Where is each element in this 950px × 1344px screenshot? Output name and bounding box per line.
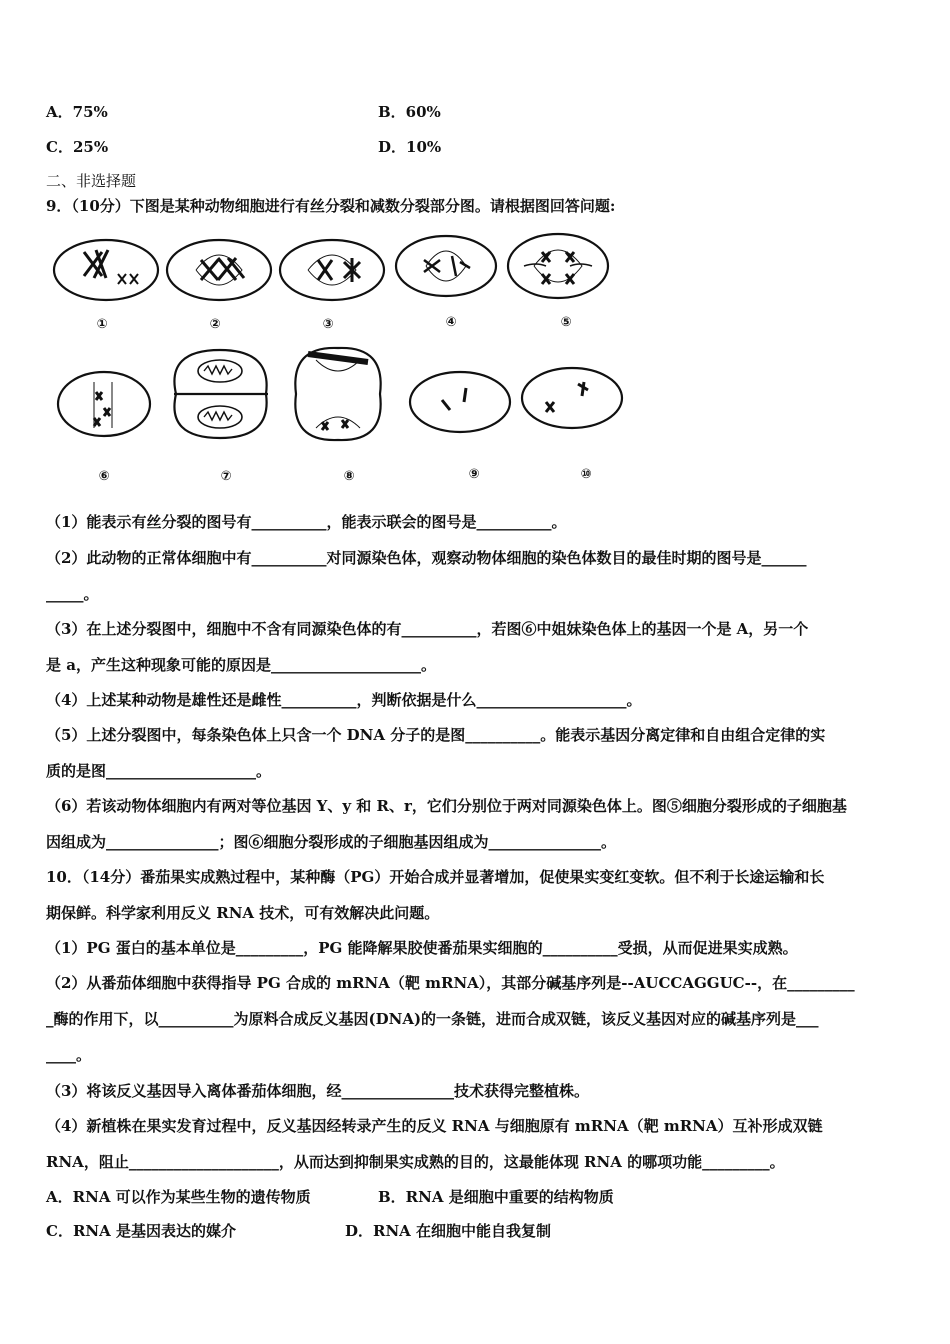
cell-2: [167, 240, 271, 300]
figure-label-10: ⑩: [580, 467, 592, 482]
cell-division-figure: [46, 232, 646, 494]
q9-part-5a: （5）上述分裂图中，每条染色体上只含一个 DNA 分子的是图__________。能表示基因分离定律和自由组合定律的实: [46, 726, 826, 744]
q10-part-3: （3）将该反义基因导入离体番茄体细胞，经_______________技术获得完整植株。: [46, 1082, 589, 1100]
figure-label-7: ⑦: [220, 469, 232, 484]
figure-label-9: ⑨: [468, 467, 480, 482]
q10-option-c: C．RNA 是基因表达的媒介: [46, 1222, 236, 1240]
q9-part-1: （1）能表示有丝分裂的图号有__________，能表示联会的图号是__________。: [46, 513, 567, 531]
figure-label-8: ⑧: [343, 469, 355, 484]
figure-label-3: ③: [322, 317, 334, 332]
section-title: 二、非选择题: [46, 172, 137, 190]
cell-4: [396, 236, 496, 296]
cell-1: [54, 240, 158, 300]
q10-part-4b: RNA，阻止____________________，从而达到抑制果实成熟的目的，这最能体现 RNA 的哪项功能_________。: [46, 1153, 785, 1171]
q10-part-2a: （2）从番茄体细胞中获得指导 PG 合成的 mRNA（靶 mRNA），其部分碱基序列是--AUCCAGGUC--，在_________: [46, 974, 855, 992]
q9-part-5b: 质的是图____________________。: [46, 762, 272, 780]
figure-label-6: ⑥: [98, 469, 110, 484]
q9-part-6b: 因组成为_______________；图⑥细胞分裂形成的子细胞基因组成为_______________。: [46, 833, 617, 851]
q8-option-c: C．25%: [46, 138, 109, 156]
q8-option-d: D．10%: [378, 138, 442, 156]
q10-part-4a: （4）新植株在果实发育过程中，反义基因经转录产生的反义 RNA 与细胞原有 mRNA（靶 mRNA）互补形成双链: [46, 1117, 823, 1135]
q10-stem-a: 10．（14分）番茄果实成熟过程中，某种酶（PG）开始合成并显著增加，促使果实变红变软。但不利于长途运输和长: [46, 868, 825, 886]
q10-option-d: D．RNA 在细胞中能自我复制: [345, 1222, 552, 1240]
q9-part-3b: 是 a，产生这种现象可能的原因是____________________。: [46, 656, 436, 674]
q9-part-2b: _____。: [46, 585, 99, 603]
q10-part-2b: _酶的作用下，以__________为原料合成反义基因(DNA)的一条链，进而合成双链，该反义基因对应的碱基序列是___: [46, 1010, 819, 1028]
q9-part-4: （4）上述某种动物是雄性还是雌性__________，判断依据是什么____________________。: [46, 691, 642, 709]
q9-part-3a: （3）在上述分裂图中，细胞中不含有同源染色体的有__________，若图⑥中姐妹染色体上的基因一个是 A，另一个: [46, 620, 809, 638]
q10-option-b: B．RNA 是细胞中重要的结构物质: [378, 1188, 614, 1206]
q8-option-a: A．75%: [46, 103, 108, 121]
q10-part-1: （1）PG 蛋白的基本单位是_________，PG 能降解果胶使番茄果实细胞的__________受损，从而促进果实成熟。: [46, 939, 798, 957]
figure-label-1: ①: [96, 317, 108, 332]
cell-6: [58, 372, 150, 436]
figure-label-5: ⑤: [560, 315, 572, 330]
q9-stem: 9．（10分）下图是某种动物细胞进行有丝分裂和减数分裂部分图。请根据图回答问题:: [46, 197, 616, 215]
q10-part-2c: ____。: [46, 1046, 92, 1064]
figure-label-2: ②: [209, 317, 221, 332]
figure-label-4: ④: [445, 315, 457, 330]
q9-part-6a: （6）若该动物体细胞内有两对等位基因 Y、y 和 R、r，它们分别位于两对同源染色体上。图⑤细胞分裂形成的子细胞基: [46, 797, 847, 815]
cell-7: [174, 350, 268, 438]
cell-3: [280, 240, 384, 300]
cell-8: [295, 348, 380, 440]
q10-stem-b: 期保鲜。科学家利用反义 RNA 技术，可有效解决此问题。: [46, 904, 440, 922]
q9-part-2a: （2）此动物的正常体细胞中有__________对同源染色体，观察动物体细胞的染色体数目的最佳时期的图号是______: [46, 549, 807, 567]
cell-5: [508, 234, 608, 298]
cell-9: [410, 372, 510, 432]
cell-10: [522, 368, 622, 428]
q8-option-b: B．60%: [378, 103, 441, 121]
q10-option-a: A．RNA 可以作为某些生物的遗传物质: [46, 1188, 311, 1206]
